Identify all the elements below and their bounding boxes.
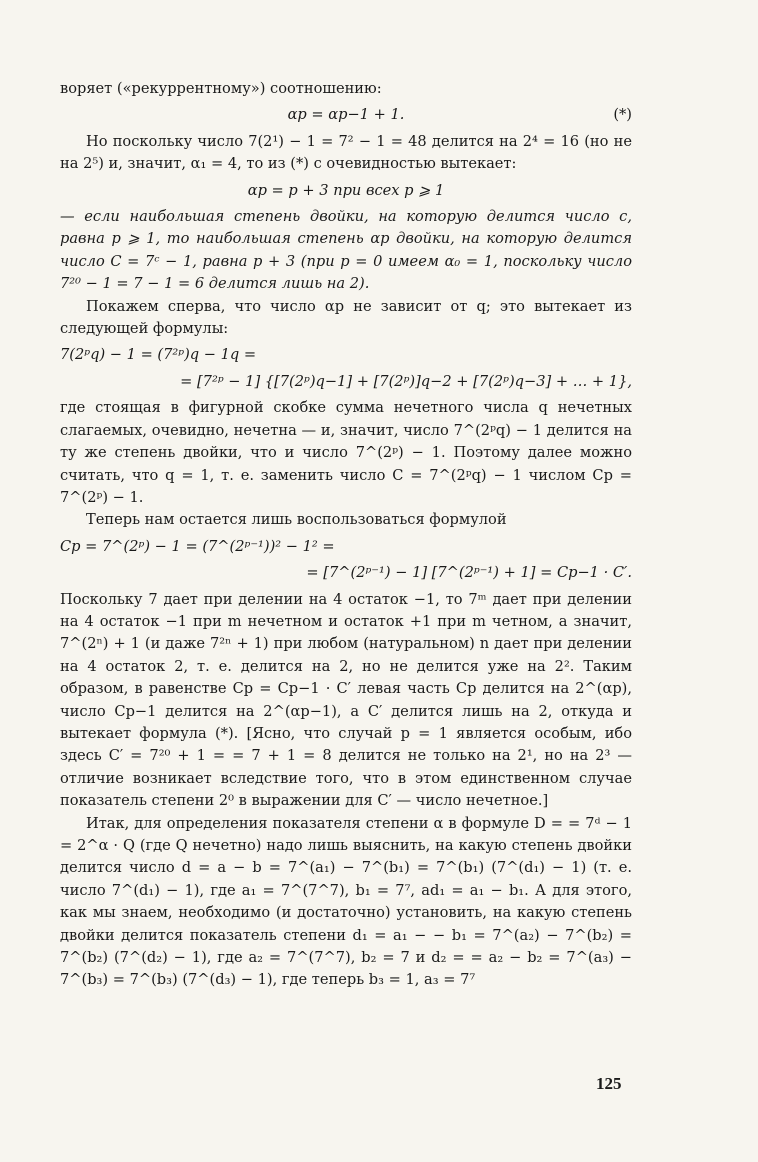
page-text xyxy=(60,78,632,992)
paragraph-8: Итак, для определения показателя степени α в формуле D = = 7ᵈ − 1 = 2^α · Q (где Q нечетно) надо лишь выяснить, на какую степень двойки делится число d = a − b = 7^(a₁) − 7^(b₁) = 7^(b₁) (7^(d₁) − 1) (т. е. число 7^(d₁) − 1), где a₁ = 7^(7^7), b₁ = 7⁷, ad₁ = a₁ − b₁. А для этого, как мы знаем, необходимо (и достаточно) установить, на какую степень двойки делится показатель степени d₁ = a₁ − − b₁ = 7^(a₂) − 7^(b₂) = 7^(b₂) (7^(d₂) − 1), где a₂ = 7^(7^7), b₂ = 7 и d₂ = = a₂ − b₂ = 7^(a₃) − 7^(b₃) = 7^(b₃) (7^(d₃) − 1), где теперь b₃ = 1, a₃ = 7⁷ xyxy=(60,814,632,989)
paragraph-2: Но поскольку число 7(2¹) − 1 = 7² − 1 = 48 делится на 2⁴ = 16 (но не на 2⁵) и, значит, α₁ = 4, то из (*) с очевидностью вытекает: xyxy=(60,132,632,173)
equation-recurrence xyxy=(60,104,632,126)
equation-tag: (*) xyxy=(613,106,632,124)
paragraph-4: Покажем сперва, что число αp не зависит от q; это вытекает из следующей формулы: xyxy=(60,297,632,338)
text-line-1: воряет («рекуррентному») соотношению: xyxy=(60,80,382,97)
paragraph-5: где стоящая в фигурной скобке сумма нечетного числа q нечетных слагаемых, очевидно, нечетна — и, значит, число 7^(2ᵖq) − 1 делится на ту же степень двойки, что и число 7^(2ᵖ) − 1. Поэтому далее можно считать, что q = 1, т. е. заменить число C = 7^(2ᵖq) − 1 числом Cp = 7^(2ᵖ) − 1. xyxy=(60,399,632,506)
equation-2: αp = p + 3 при всех p ⩾ 1 xyxy=(247,181,445,199)
paragraph-6: Теперь нам остается лишь воспользоваться формулой xyxy=(86,511,507,529)
formula-2a: Cp = 7^(2ᵖ) − 1 = (7^(2ᵖ⁻¹))² − 1² = xyxy=(60,537,335,555)
formula-2b: = [7^(2ᵖ⁻¹) − 1] [7^(2ᵖ⁻¹) + 1] = Cp−1 · C′. xyxy=(306,564,632,582)
equation-1: αp = αp−1 + 1. xyxy=(287,106,405,124)
paragraph-7: Поскольку 7 дает при делении на 4 остаток −1, то 7ᵐ дает при делении на 4 остаток −1 при m нечетном и остаток +1 при m четном, а значит, 7^(2ⁿ) + 1 (и даже 7²ⁿ + 1) при любом (натуральном) n дает при делении на 4 остаток 2, т. е. делится на 2, но не делится уже на 2². Таким образом, в равенстве Cp = Cp−1 · C′ левая часть Cp делится на 2^(αp), число Cp−1 делится на 2^(αp−1), а C′ делится лишь на 2, откуда и вытекает формула (*). [Ясно, что случай p = 1 является особым, ибо здесь C′ = 7²⁰ + 1 = = 7 + 1 = 8 делится не только на 2¹, но на 2³ — отличие возникает вследствие того, что в этом единственном случае показатель степени 2⁰ в выражении для C′ — число нечетное.] xyxy=(60,590,632,810)
formula-1a: 7(2ᵖq) − 1 = (7²ᵖ)q − 1q = xyxy=(60,346,257,364)
page-number: 125 xyxy=(596,1074,622,1093)
formula-1b: = [7²ᵖ − 1] {[7(2ᵖ)q−1] + [7(2ᵖ)]q−2 + [7(2ᵖ)q−3] + … + 1}, xyxy=(180,372,632,390)
paragraph-3: — если наибольшая степень двойки, на которую делится число c, равна p ⩾ 1, то наибольшая степень αp двойки, на которую делится число C = 7ᶜ − 1, равна p + 3 (при p = 0 имеем α₀ = 1, поскольку число 7²⁰ − 1 = 7 − 1 = 6 делится лишь на 2). xyxy=(60,208,632,293)
